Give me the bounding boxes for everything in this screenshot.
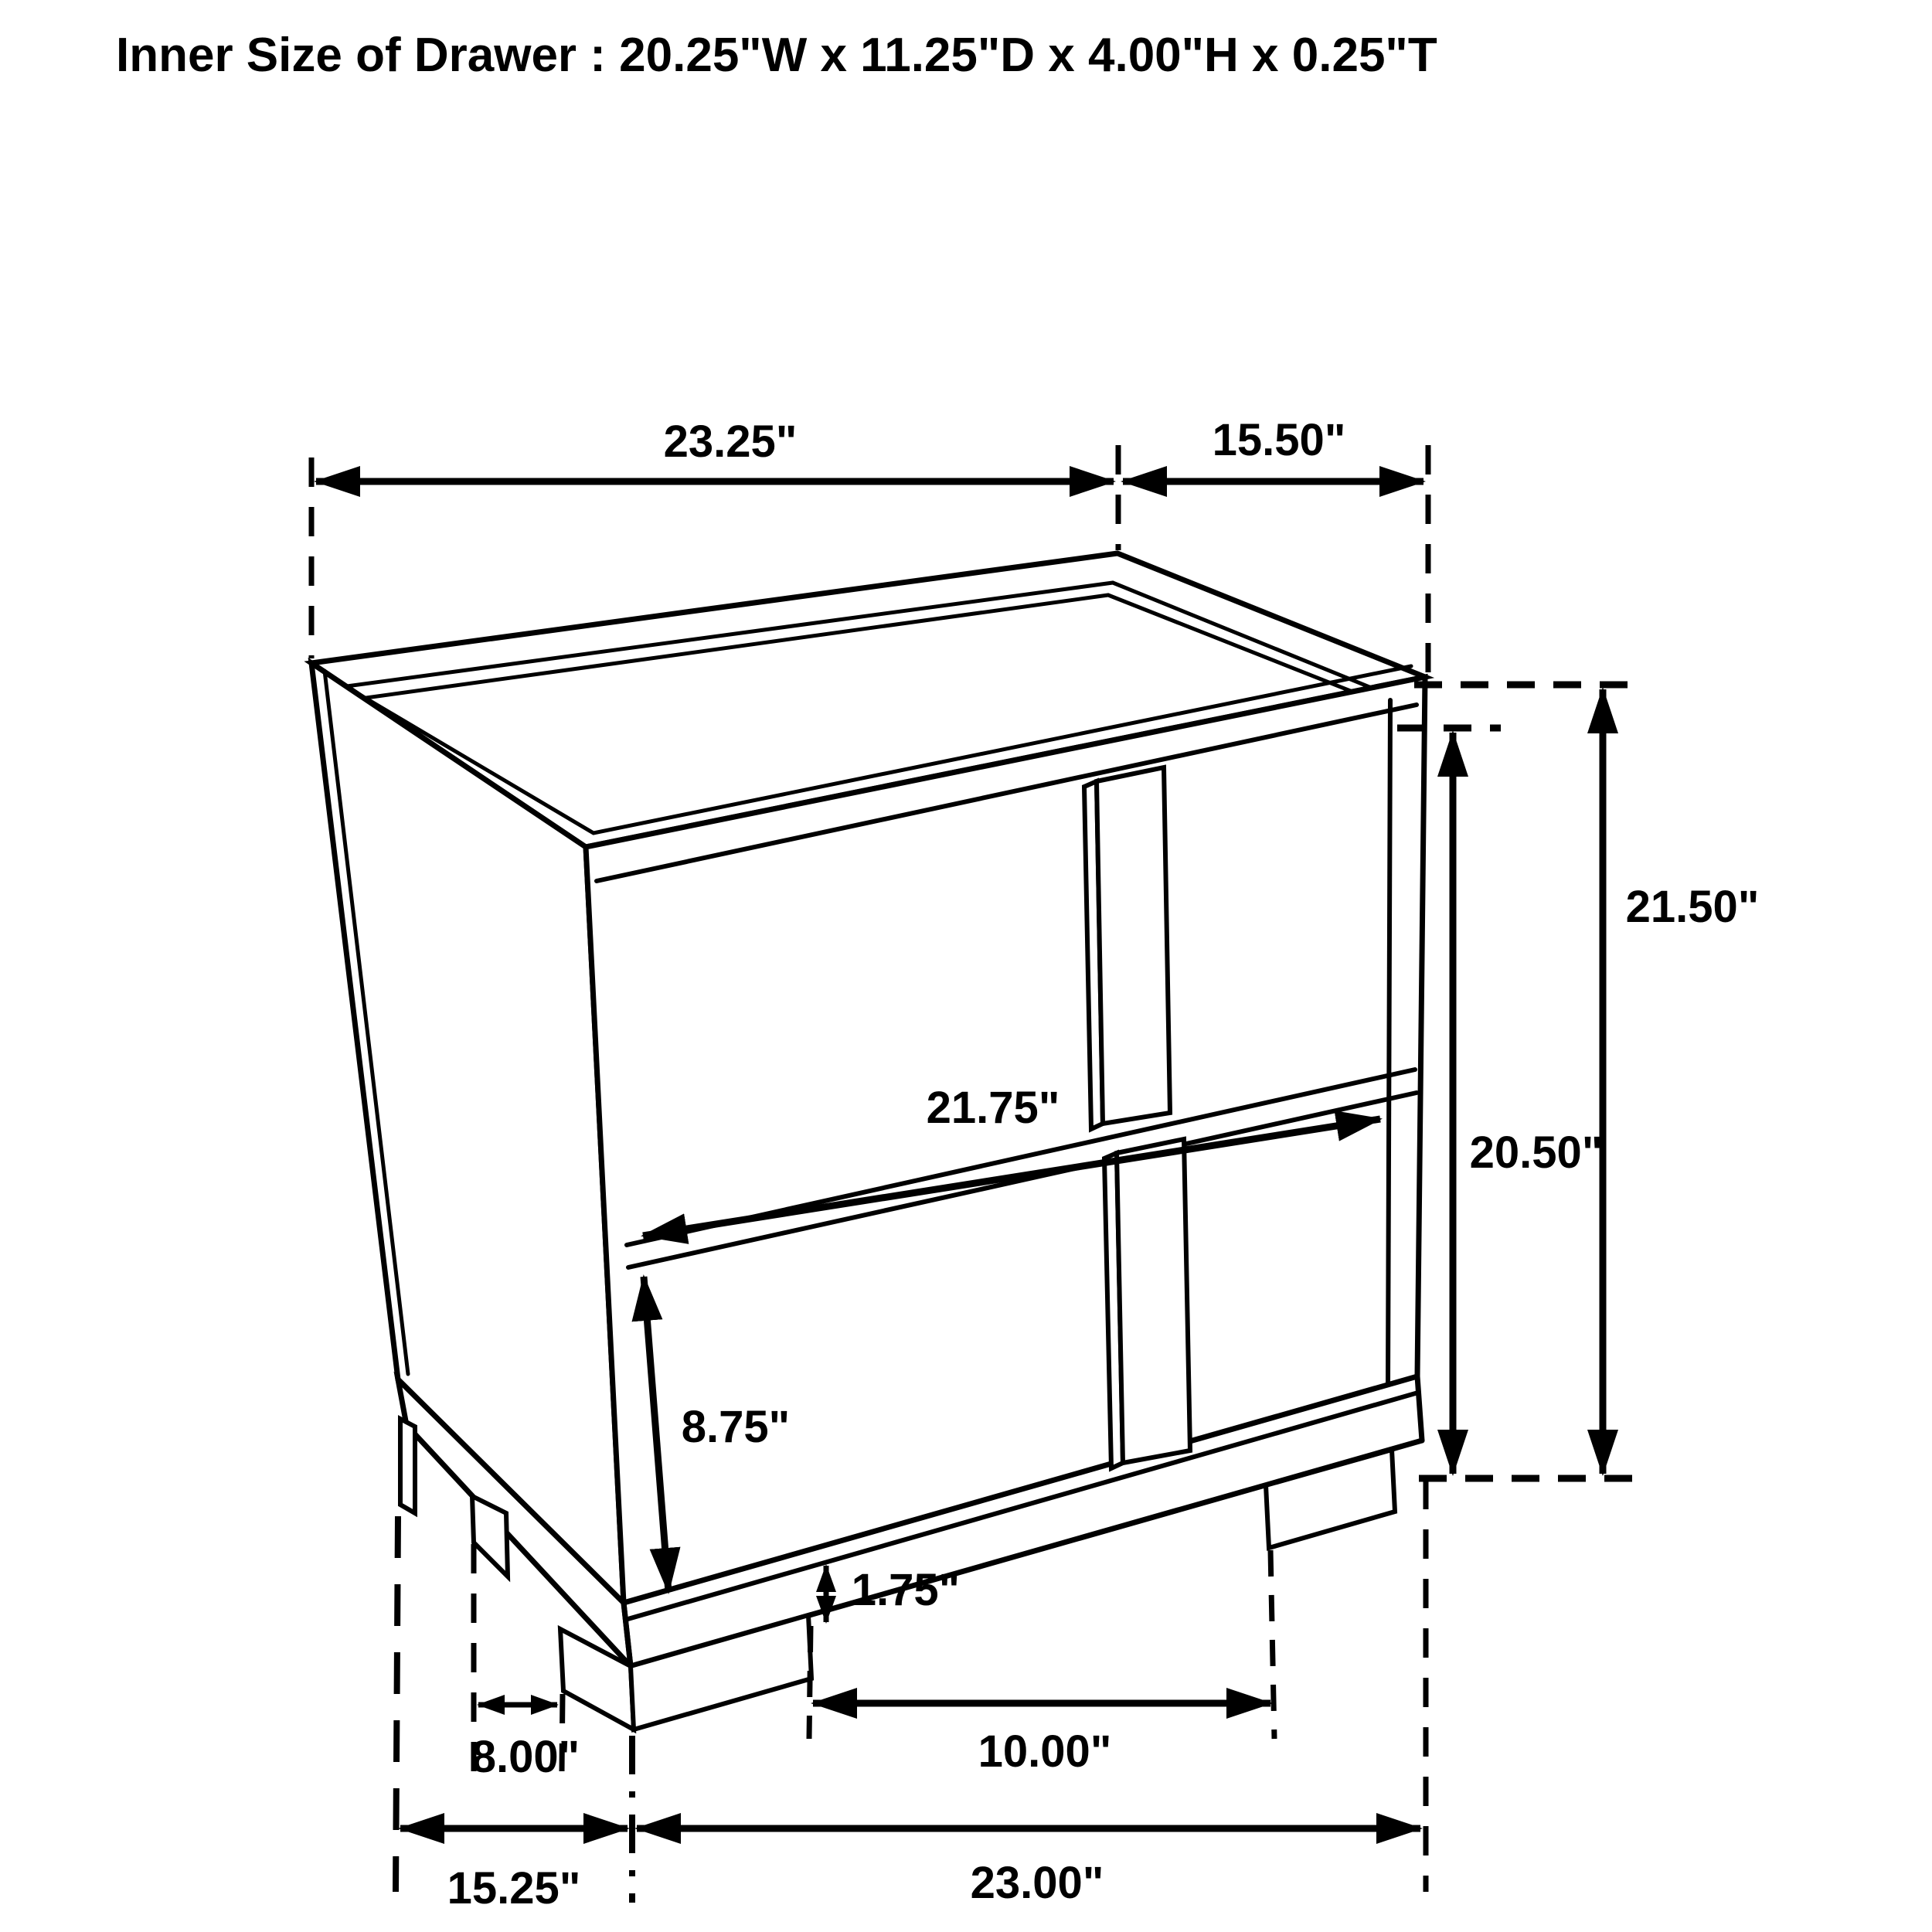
label-bottom-depth: 15.25": [447, 1863, 581, 1913]
label-overall-height: 21.50": [1625, 882, 1760, 932]
handle-lower: [1104, 1139, 1190, 1468]
label-drawer-front-height: 8.75": [681, 1402, 791, 1452]
label-top-width: 23.25": [663, 417, 798, 467]
label-foot-gap-front: 10.00": [978, 1726, 1112, 1777]
label-drawer-width: 21.75": [926, 1083, 1060, 1133]
label-top-depth: 15.50": [1212, 415, 1346, 465]
foot-back-left: [400, 1419, 415, 1513]
label-foot-gap-side: 8.00": [471, 1732, 580, 1782]
drawing-title: Inner Size of Drawer : 20.25"W x 11.25"D x 4.00"H x 0.25"T: [116, 29, 1437, 82]
handle-upper: [1084, 767, 1170, 1129]
label-base-height: 1.75": [851, 1565, 961, 1615]
foot-front-left: [631, 1615, 811, 1730]
label-bottom-width: 23.00": [970, 1858, 1104, 1908]
label-case-height: 20.50": [1469, 1128, 1604, 1178]
